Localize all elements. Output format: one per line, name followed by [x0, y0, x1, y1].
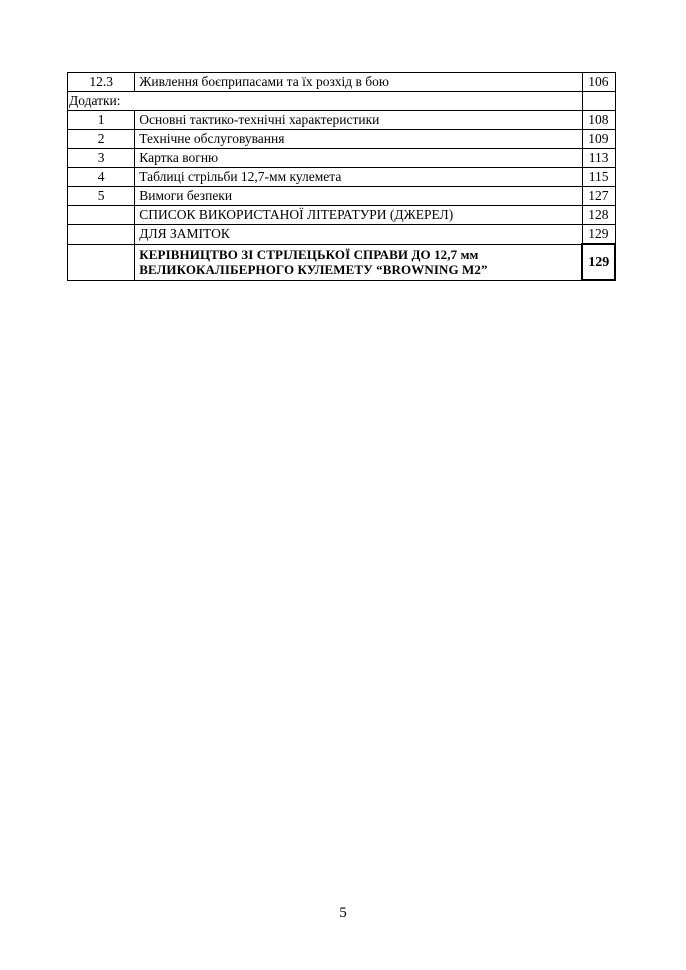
toc-title: Живлення боєприпасами та їх розхід в бою — [135, 73, 583, 92]
toc-number — [68, 244, 135, 280]
toc-number — [68, 206, 135, 225]
table-row — [68, 149, 616, 168]
toc-number: 12.3 — [68, 73, 135, 92]
toc-title: СПИСОК ВИКОРИСТАНОЇ ЛІТЕРАТУРИ (ДЖЕРЕЛ) — [135, 206, 583, 225]
toc-section-label: Додатки: — [68, 92, 583, 111]
table-row — [68, 92, 616, 111]
toc-page: 115 — [582, 168, 615, 187]
toc-page: 128 — [582, 206, 615, 225]
table-row — [68, 111, 616, 130]
table-row — [68, 130, 616, 149]
toc-page: 113 — [582, 149, 615, 168]
toc-page: 108 — [582, 111, 615, 130]
table-row — [68, 168, 616, 187]
page-number: 5 — [339, 905, 347, 921]
toc-number — [68, 225, 135, 245]
toc-page: 109 — [582, 130, 615, 149]
toc-number: 1 — [68, 111, 135, 130]
toc-page — [582, 92, 615, 111]
toc-title: ДЛЯ ЗАМІТОК — [135, 225, 583, 245]
toc-page: 106 — [582, 73, 615, 92]
toc-number: 5 — [68, 187, 135, 206]
table-row — [68, 187, 616, 206]
toc-title-line-1: КЕРІВНИЦТВО ЗІ СТРІЛЕЦЬКОЇ СПРАВИ ДО 12,7 мм — [139, 246, 479, 262]
table-of-contents — [67, 72, 616, 281]
toc-title: Основні тактико-технічні характеристики — [135, 111, 583, 130]
table-row — [68, 244, 616, 280]
toc-page: 129 — [582, 225, 615, 245]
table-row — [68, 206, 616, 225]
toc-title: Таблиці стрільби 12,7-мм кулемета — [135, 168, 583, 187]
toc-title: Картка вогню — [135, 149, 583, 168]
toc-title: Вимоги безпеки — [135, 187, 583, 206]
toc-number: 4 — [68, 168, 135, 187]
toc-title: Технічне обслуговування — [135, 130, 583, 149]
toc-number: 2 — [68, 130, 135, 149]
toc-number: 3 — [68, 149, 135, 168]
toc-title-bold — [135, 244, 583, 280]
toc-page: 127 — [582, 187, 615, 206]
toc-page: 129 — [582, 244, 615, 280]
toc-title-line-2: ВЕЛИКОКАЛІБЕРНОГО КУЛЕМЕТУ “BROWNING M2” — [139, 261, 488, 277]
table-row — [68, 225, 616, 245]
table-row — [68, 73, 616, 92]
